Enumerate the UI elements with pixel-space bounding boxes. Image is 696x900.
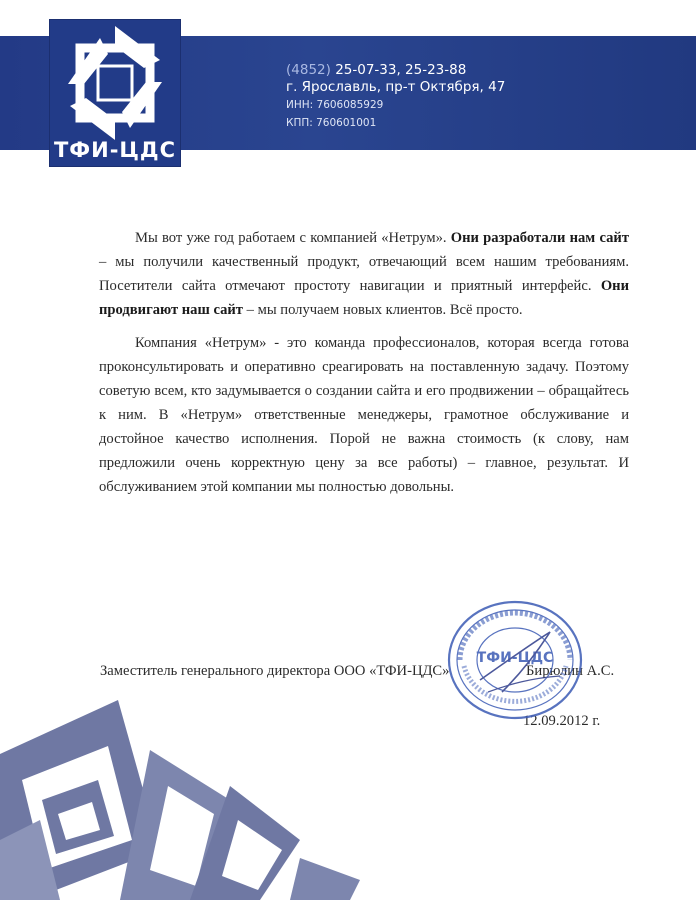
paragraph-2: Компания «Нетрум» - это команда профессионалов, которая всегда готова проконсультировать и оперативно среагировать на поставленную задачу. Поэтому советую всем, кто задумывается о создании сайта и его продвижении – обращайтесь к ним. В «Нетрум» ответственные менеджеры, грамотное обслуживание и достойное качество исполнения. Порой не важна стоимость (к слову, нам предложили очень корректную цену за все работы) – главное, результат. И обслуживанием этой компании мы полностью довольны. xyxy=(99,335,629,495)
phone-code: (4852) xyxy=(286,62,331,78)
signatory-name: Бирюлин А.С. xyxy=(526,663,615,679)
kpp: КПП: 760601001 xyxy=(286,117,377,129)
p1-bold-d: Они продвигают наш сайт xyxy=(99,278,629,318)
company-stamp-icon xyxy=(440,596,590,724)
phone-numbers: 25-07-33, 25-23-88 xyxy=(335,62,467,78)
p1-text-a: Мы вот уже год работаем с компанией «Нетрум». xyxy=(135,230,451,246)
letter-date: 12.09.2012 г. xyxy=(523,713,601,729)
paragraph-1 xyxy=(99,226,629,322)
address: г. Ярославль, пр-т Октября, 47 xyxy=(286,79,506,95)
p1-text-c: – мы получили качественный продукт, отвечающий всем нашим требованиям. Посетители сайта отмечают простоту навигации и приятный интерфейс. xyxy=(99,254,629,294)
company-contacts xyxy=(286,62,505,132)
p1-text-e: – мы получаем новых клиентов. Всё просто. xyxy=(242,302,523,318)
signatory-position: Заместитель генерального директора ООО «ТФИ-ЦДС» xyxy=(100,663,450,679)
letter-body xyxy=(99,226,629,508)
decorative-squares-pattern xyxy=(0,690,400,900)
logo-text: ТФИ-ЦДС xyxy=(53,138,177,162)
phone-line xyxy=(286,62,505,78)
company-logo xyxy=(50,20,180,166)
p1-bold-a: Они разработали нам сайт xyxy=(450,230,629,246)
inn: ИНН: 7606085929 xyxy=(286,99,384,111)
stamp-center-text: ТФИ-ЦДС xyxy=(476,650,554,666)
